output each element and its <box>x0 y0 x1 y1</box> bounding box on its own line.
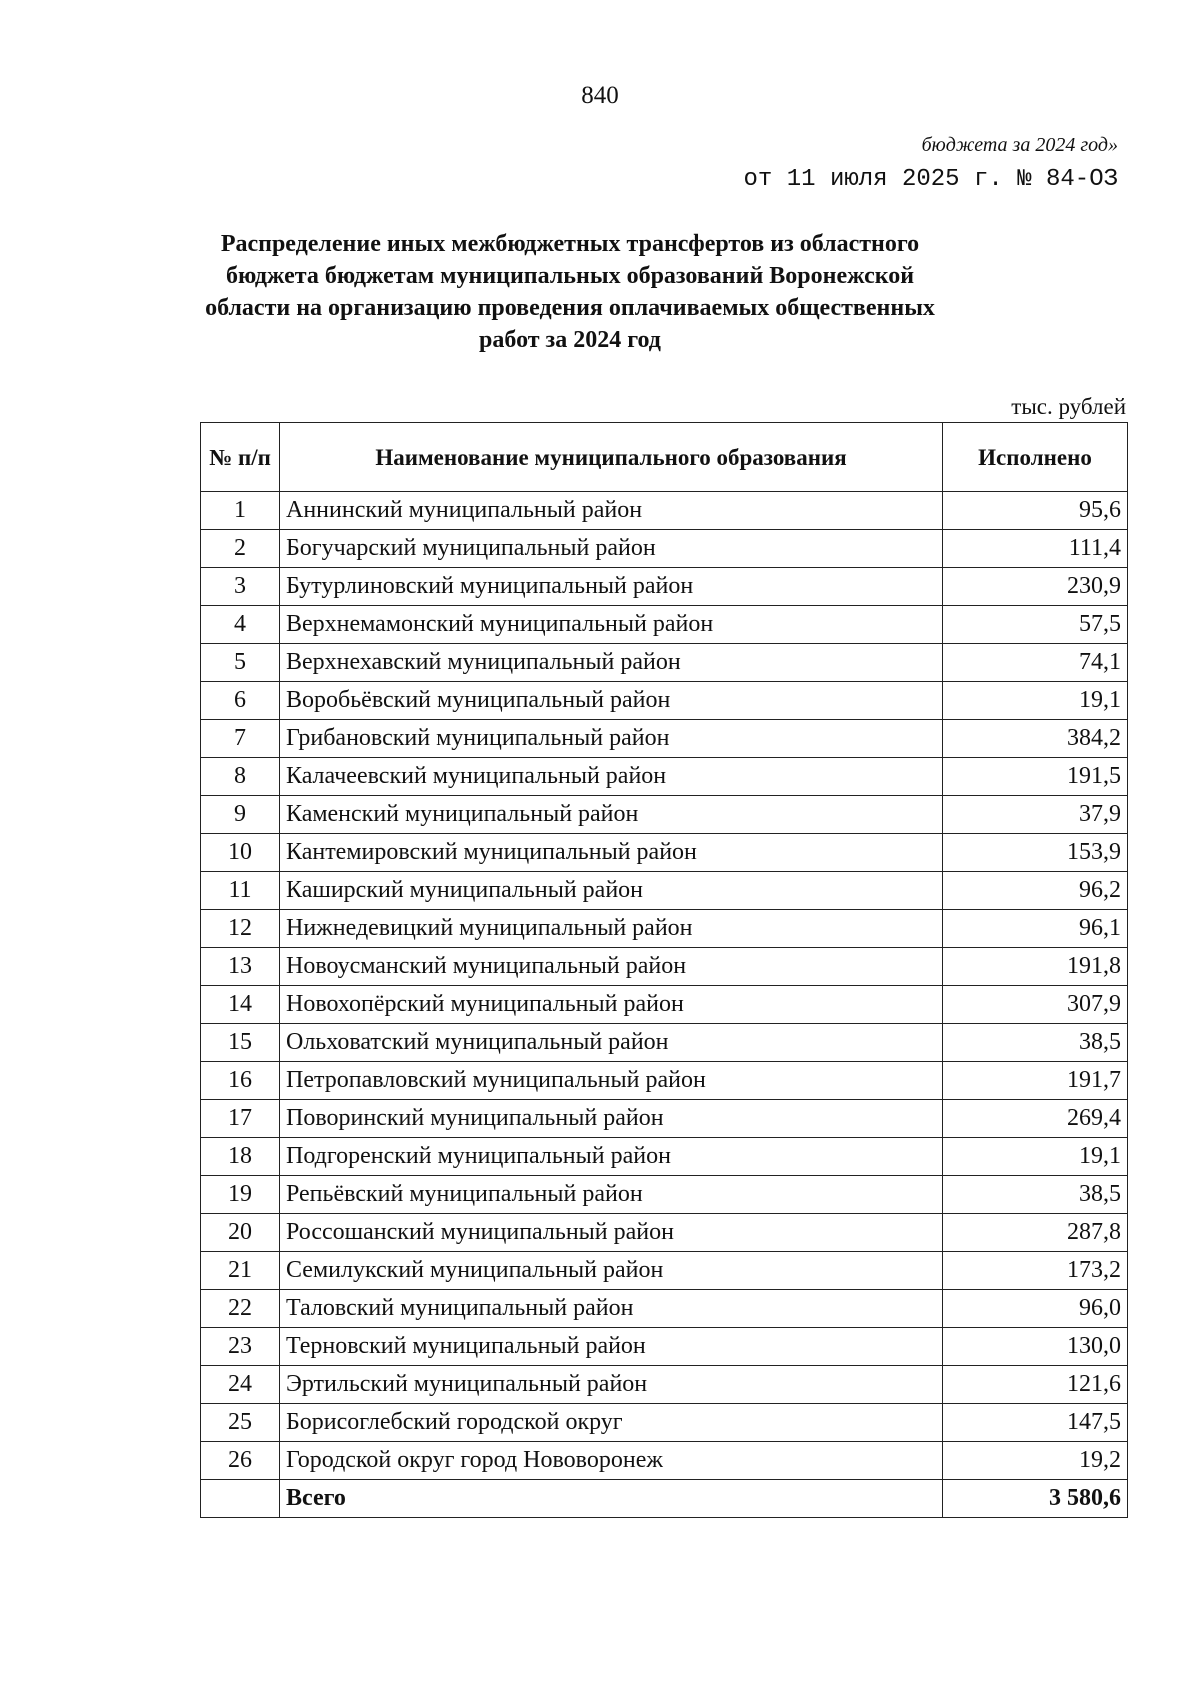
row-value: 96,0 <box>943 1290 1128 1328</box>
row-name: Верхнемамонский муниципальный район <box>280 606 943 644</box>
table-row <box>201 644 1128 682</box>
row-number: 24 <box>201 1366 280 1404</box>
total-label: Всего <box>280 1480 943 1518</box>
row-name: Новоусманский муниципальный район <box>280 948 943 986</box>
row-name: Эртильский муниципальный район <box>280 1366 943 1404</box>
header-value: Исполнено <box>943 423 1128 492</box>
row-number: 16 <box>201 1062 280 1100</box>
table-row <box>201 1366 1128 1404</box>
row-value: 96,1 <box>943 910 1128 948</box>
row-name: Новохопёрский муниципальный район <box>280 986 943 1024</box>
table-row <box>201 872 1128 910</box>
table-row <box>201 530 1128 568</box>
row-name: Подгоренский муниципальный район <box>280 1138 943 1176</box>
table-row <box>201 1252 1128 1290</box>
row-number: 3 <box>201 568 280 606</box>
table-row <box>201 720 1128 758</box>
row-number: 6 <box>201 682 280 720</box>
row-number: 13 <box>201 948 280 986</box>
row-number: 1 <box>201 492 280 530</box>
row-value: 121,6 <box>943 1366 1128 1404</box>
row-name: Кантемировский муниципальный район <box>280 834 943 872</box>
row-number: 22 <box>201 1290 280 1328</box>
row-number: 15 <box>201 1024 280 1062</box>
row-name: Борисоглебский городской округ <box>280 1404 943 1442</box>
row-name: Репьёвский муниципальный район <box>280 1176 943 1214</box>
row-number: 26 <box>201 1442 280 1480</box>
row-value: 287,8 <box>943 1214 1128 1252</box>
row-number: 18 <box>201 1138 280 1176</box>
table-row <box>201 758 1128 796</box>
table-row <box>201 1062 1128 1100</box>
row-value: 38,5 <box>943 1024 1128 1062</box>
row-number: 25 <box>201 1404 280 1442</box>
row-name: Ольховатский муниципальный район <box>280 1024 943 1062</box>
row-number: 11 <box>201 872 280 910</box>
row-number: 4 <box>201 606 280 644</box>
row-value: 384,2 <box>943 720 1128 758</box>
row-value: 173,2 <box>943 1252 1128 1290</box>
row-name: Россошанский муниципальный район <box>280 1214 943 1252</box>
row-name: Верхнехавский муниципальный район <box>280 644 943 682</box>
units-label: тыс. рублей <box>1011 394 1126 419</box>
row-number: 5 <box>201 644 280 682</box>
row-name: Каширский муниципальный район <box>280 872 943 910</box>
table-row <box>201 1100 1128 1138</box>
transfers-table <box>200 422 1128 1518</box>
table-row <box>201 796 1128 834</box>
total-row <box>201 1480 1128 1518</box>
reference-line-2: от 11 июля 2025 г. № 84-ОЗ <box>743 166 1118 193</box>
row-number: 7 <box>201 720 280 758</box>
table-row <box>201 986 1128 1024</box>
row-value: 95,6 <box>943 492 1128 530</box>
row-value: 130,0 <box>943 1328 1128 1366</box>
row-value: 96,2 <box>943 872 1128 910</box>
row-number: 10 <box>201 834 280 872</box>
row-number: 12 <box>201 910 280 948</box>
row-name: Калачеевский муниципальный район <box>280 758 943 796</box>
reference-line-1: бюджета за 2024 год» <box>921 134 1118 156</box>
table-row <box>201 1176 1128 1214</box>
row-name: Таловский муниципальный район <box>280 1290 943 1328</box>
row-value: 153,9 <box>943 834 1128 872</box>
row-value: 37,9 <box>943 796 1128 834</box>
header-number: № п/п <box>201 423 280 492</box>
table-row <box>201 1138 1128 1176</box>
row-name: Городской округ город Нововоронеж <box>280 1442 943 1480</box>
table-row <box>201 1328 1128 1366</box>
table-row <box>201 1442 1128 1480</box>
row-value: 19,1 <box>943 1138 1128 1176</box>
row-value: 19,1 <box>943 682 1128 720</box>
total-number-cell <box>201 1480 280 1518</box>
row-value: 38,5 <box>943 1176 1128 1214</box>
row-number: 23 <box>201 1328 280 1366</box>
row-value: 307,9 <box>943 986 1128 1024</box>
row-number: 14 <box>201 986 280 1024</box>
row-value: 269,4 <box>943 1100 1128 1138</box>
row-name: Петропавловский муниципальный район <box>280 1062 943 1100</box>
row-number: 9 <box>201 796 280 834</box>
row-value: 74,1 <box>943 644 1128 682</box>
row-name: Аннинский муниципальный район <box>280 492 943 530</box>
row-name: Каменский муниципальный район <box>280 796 943 834</box>
table-body <box>201 492 1128 1480</box>
table-row <box>201 492 1128 530</box>
table-row <box>201 910 1128 948</box>
row-value: 191,5 <box>943 758 1128 796</box>
row-name: Нижнедевицкий муниципальный район <box>280 910 943 948</box>
total-value: 3 580,6 <box>943 1480 1128 1518</box>
table-row <box>201 1290 1128 1328</box>
document-title: Распределение иных межбюджетных трансфертов из областного бюджета бюджетам муниципальных образований Воронежской области на организацию проведения оплачиваемых общественных работ за 2024 год <box>205 231 935 353</box>
table-row <box>201 1404 1128 1442</box>
row-value: 19,2 <box>943 1442 1128 1480</box>
row-name: Грибановский муниципальный район <box>280 720 943 758</box>
row-name: Семилукский муниципальный район <box>280 1252 943 1290</box>
row-number: 2 <box>201 530 280 568</box>
header-name: Наименование муниципального образования <box>280 423 943 492</box>
row-value: 191,7 <box>943 1062 1128 1100</box>
table-row <box>201 606 1128 644</box>
row-number: 21 <box>201 1252 280 1290</box>
row-value: 191,8 <box>943 948 1128 986</box>
row-name: Воробьёвский муниципальный район <box>280 682 943 720</box>
row-number: 17 <box>201 1100 280 1138</box>
table-row <box>201 834 1128 872</box>
row-name: Богучарский муниципальный район <box>280 530 943 568</box>
row-value: 57,5 <box>943 606 1128 644</box>
row-name: Терновский муниципальный район <box>280 1328 943 1366</box>
row-name: Поворинский муниципальный район <box>280 1100 943 1138</box>
row-value: 147,5 <box>943 1404 1128 1442</box>
table-header-row <box>201 423 1128 492</box>
row-value: 111,4 <box>943 530 1128 568</box>
table-row <box>201 1214 1128 1252</box>
page-number: 840 <box>581 82 619 109</box>
table-row <box>201 1024 1128 1062</box>
table-row <box>201 682 1128 720</box>
row-number: 20 <box>201 1214 280 1252</box>
table-row <box>201 568 1128 606</box>
row-value: 230,9 <box>943 568 1128 606</box>
row-number: 8 <box>201 758 280 796</box>
row-name: Бутурлиновский муниципальный район <box>280 568 943 606</box>
table-row <box>201 948 1128 986</box>
row-number: 19 <box>201 1176 280 1214</box>
